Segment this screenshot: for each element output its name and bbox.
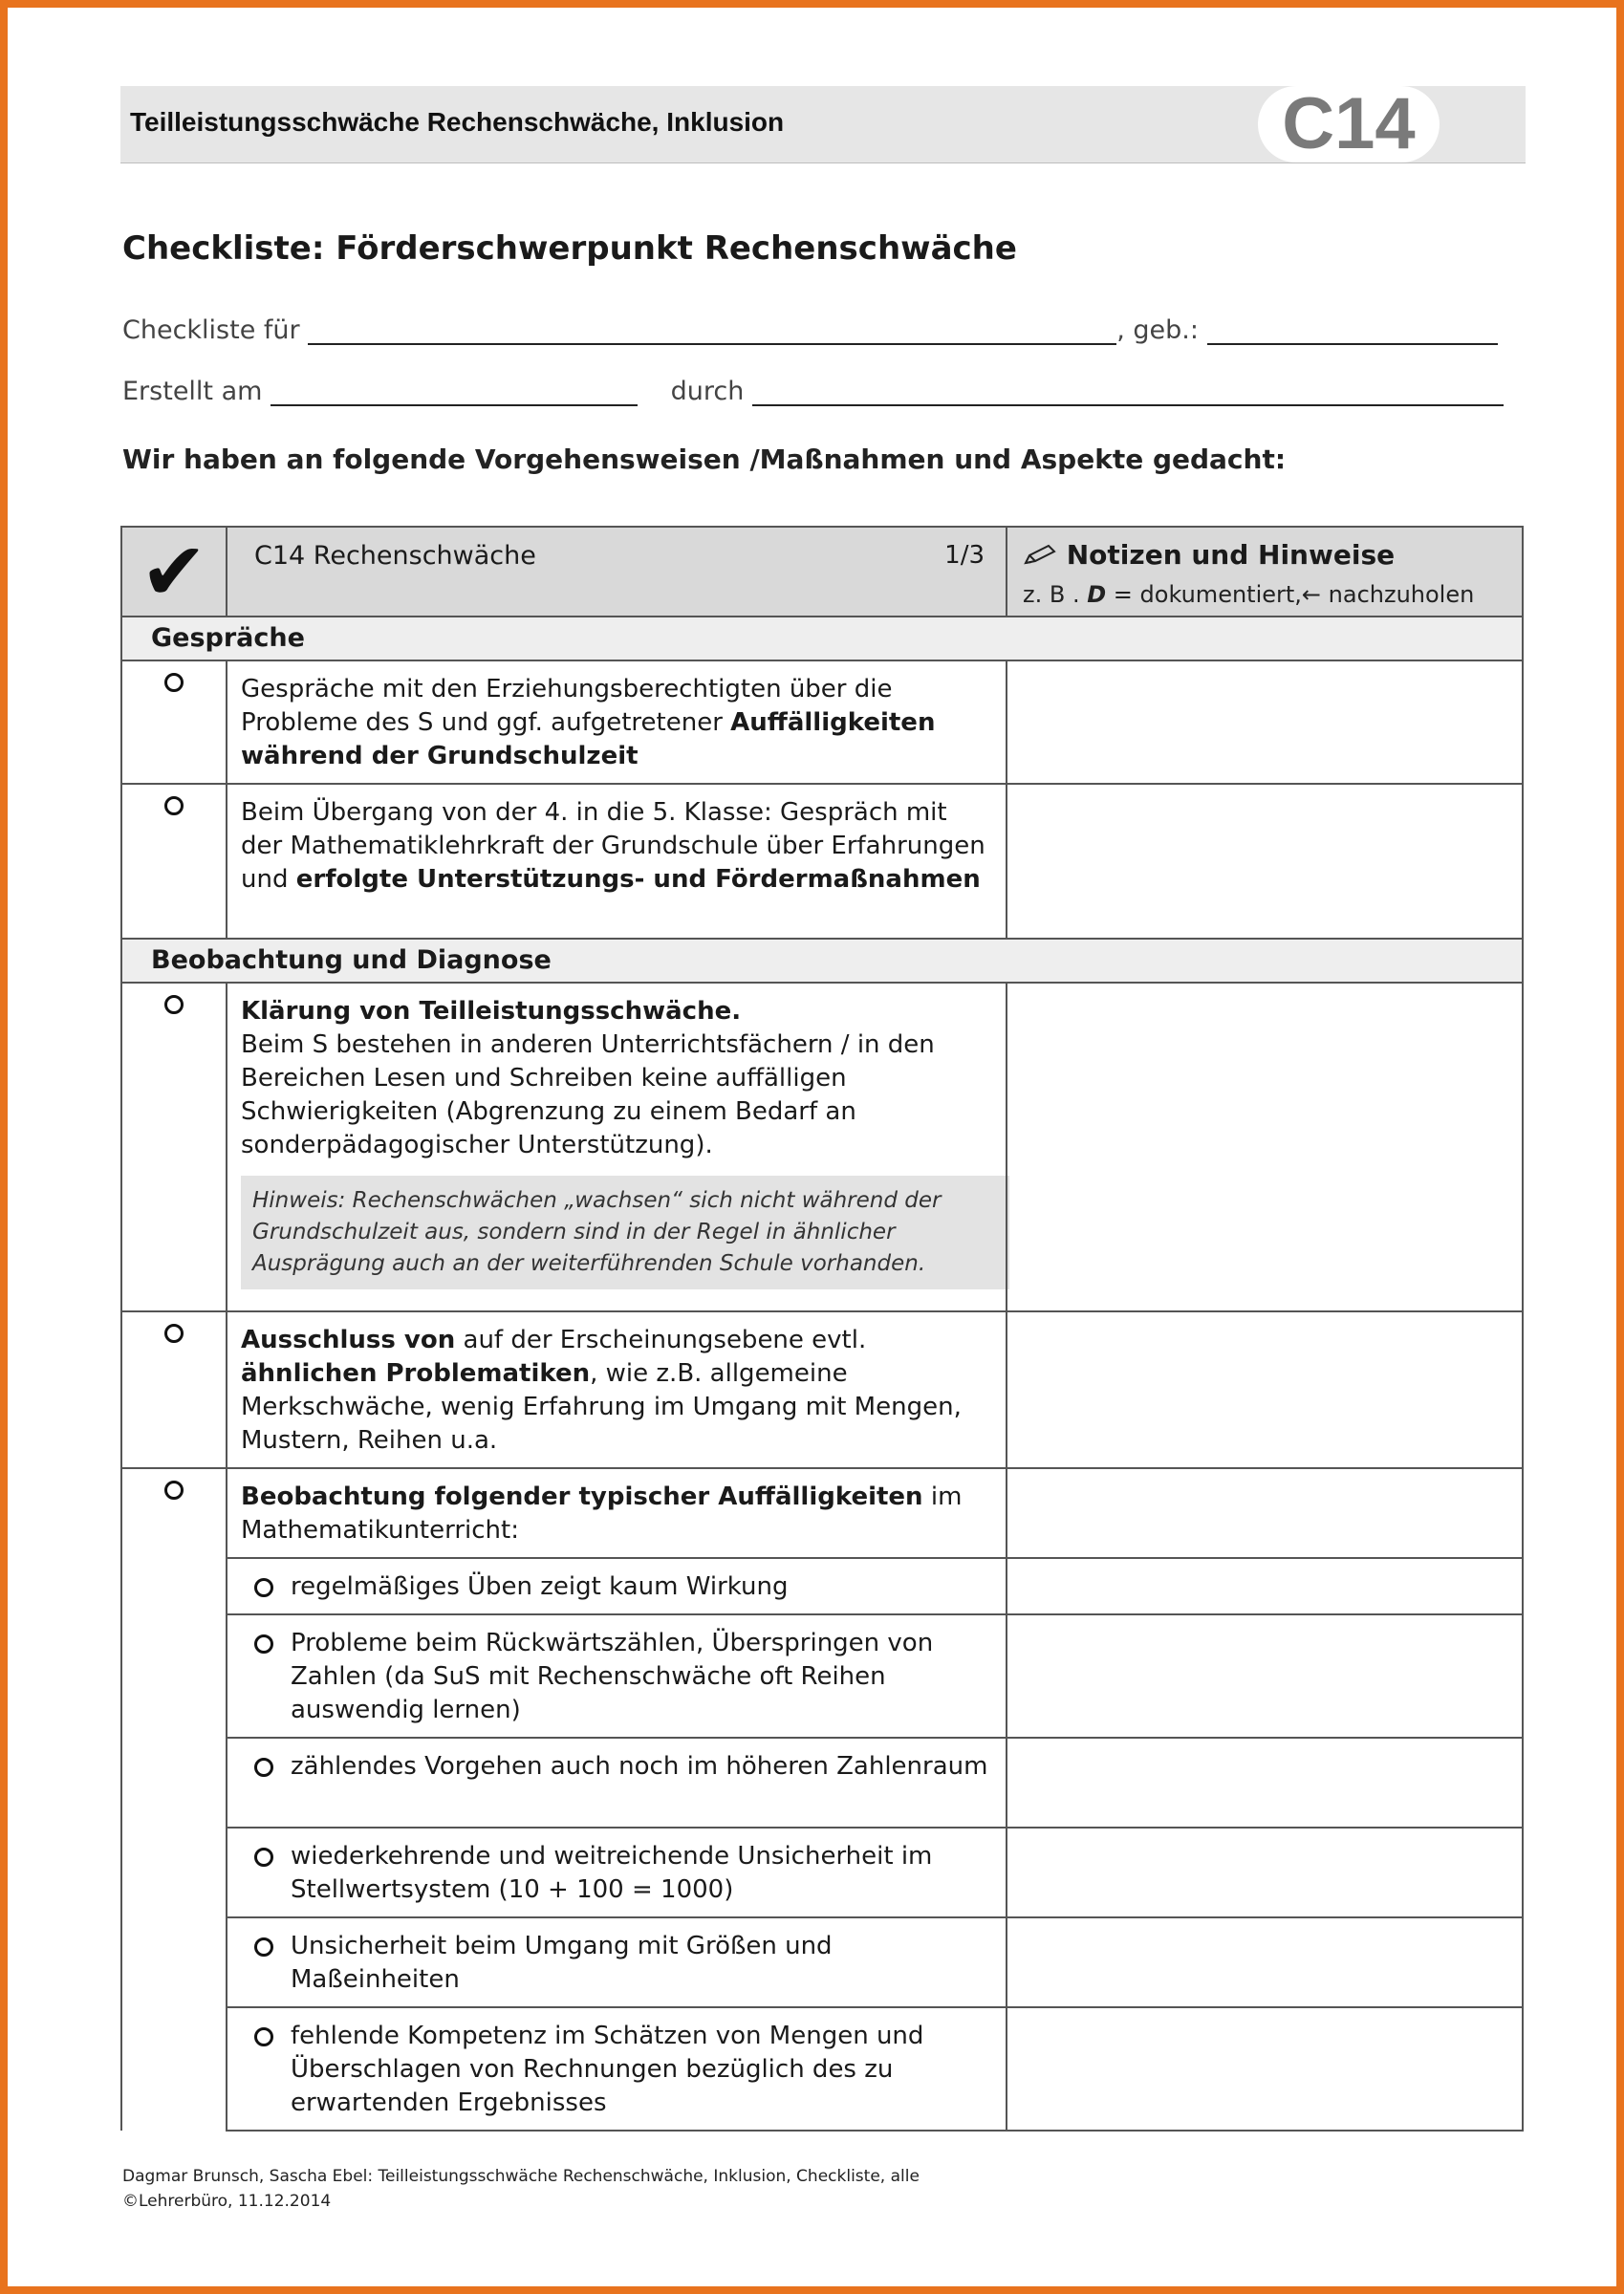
section-row-beobachtung: [121, 939, 1523, 983]
geb-field[interactable]: [1207, 316, 1498, 345]
table-row: [121, 983, 1523, 1311]
checkbox-circle-icon[interactable]: [164, 1324, 184, 1343]
sub-item-row: [121, 1558, 1523, 1614]
notes-legend: [1023, 581, 1474, 608]
sub-item-text: wiederkehrende und weitreichende Unsicherheit im Stellwertsystem (10 + 100 = 1000): [291, 1842, 933, 1904]
sub-item-row: [121, 1614, 1523, 1738]
checkbox-circle-icon[interactable]: [254, 1634, 273, 1654]
notes-cell[interactable]: [1007, 1738, 1523, 1828]
table-row: [121, 1468, 1523, 1558]
checkbox-circle-icon[interactable]: [254, 1848, 273, 1867]
hint-box: Hinweis: Rechenschwächen „wachsen“ sich nicht während der Grundschulzeit aus, sondern sind in der Regel in ähnlicher Ausprägung auch an der weiterführenden Schule vorhanden.: [241, 1176, 1009, 1289]
sub-item-row: [121, 1917, 1523, 2007]
page-indicator: 1/3: [944, 541, 985, 570]
form-row-erstellt: [122, 377, 1504, 406]
footer: [122, 2164, 920, 2214]
item-text: Gespräche mit den Erziehungsberechtigten über die Probleme des S und ggf. aufgetretener Auffälligkeiten während der Grundschulzeit: [227, 660, 1007, 784]
section-row-gespraeche: [121, 617, 1523, 660]
notes-cell[interactable]: [1007, 660, 1523, 784]
durch-label: durch: [670, 377, 745, 406]
notes-cell[interactable]: [1007, 1917, 1523, 2007]
checkbox-circle-icon[interactable]: [254, 2027, 273, 2046]
sub-item-row: [121, 1828, 1523, 1917]
checkbox-circle-icon[interactable]: [254, 1937, 273, 1957]
checkliste-fuer-label: Checkliste für: [122, 315, 300, 345]
notes-cell[interactable]: [1007, 1558, 1523, 1614]
page-title: Checkliste: Förderschwerpunkt Rechenschwäche: [122, 229, 1017, 268]
sub-item-row: [121, 1738, 1523, 1828]
notes-title-label: Notizen und Hinweise: [1066, 539, 1396, 571]
sub-item-text: regelmäßiges Üben zeigt kaum Wirkung: [291, 1572, 789, 1601]
sub-item-text: Probleme beim Rückwärtszählen, Überspringen von Zahlen (da SuS mit Rechenschwäche oft Reihen auswendig lernen): [291, 1629, 934, 1724]
table-row: [121, 784, 1523, 939]
notes-title: [1023, 539, 1395, 571]
notes-header-cell: [1007, 527, 1523, 617]
checkbox-circle-icon[interactable]: [254, 1578, 273, 1597]
notes-cell[interactable]: [1007, 1614, 1523, 1738]
sub-item-row: [121, 2007, 1523, 2131]
section-label: Beobachtung und Diagnose: [151, 945, 552, 975]
notes-legend-d: D: [1087, 581, 1107, 608]
topic-header-label: C14 Rechenschwäche: [254, 541, 536, 571]
table-row: [121, 1311, 1523, 1468]
checkbox-circle-icon[interactable]: [164, 995, 184, 1014]
checkbox-circle-icon[interactable]: [254, 1758, 273, 1777]
notes-cell[interactable]: [1007, 1468, 1523, 1558]
code-badge: C14: [1258, 86, 1440, 162]
item-text: Ausschluss von auf der Erscheinungsebene evtl. ähnlichen Problematiken, wie z.B. allgemeine Merkschwäche, wenig Erfahrung im Umgang mit Mengen, Mustern, Reihen u.a.: [227, 1311, 1007, 1468]
erstellt-am-label: Erstellt am: [122, 377, 263, 406]
table-row: [121, 660, 1523, 784]
checkbox-circle-icon[interactable]: [164, 673, 184, 692]
geb-label: , geb.:: [1116, 315, 1199, 345]
notes-cell[interactable]: [1007, 1311, 1523, 1468]
item-text: Beim Übergang von der 4. in die 5. Klasse: Gespräch mit der Mathematiklehrkraft der Grundschule über Erfahrungen und erfolgte Unterstützungs- und Fördermaßnahmen: [227, 784, 1007, 939]
notes-legend-prefix: z. B .: [1023, 581, 1080, 608]
sub-item-text: zählendes Vorgehen auch noch im höheren Zahlenraum: [291, 1752, 988, 1781]
lead-text: Wir haben an folgende Vorgehensweisen /Maßnahmen und Aspekte gedacht:: [122, 444, 1287, 475]
header-title: Teilleistungsschwäche Rechenschwäche, Inklusion: [130, 107, 785, 137]
checkmark-icon: ✔: [140, 525, 208, 618]
notes-cell[interactable]: [1007, 2007, 1523, 2131]
notes-cell[interactable]: [1007, 983, 1523, 1311]
sub-item-text: fehlende Kompetenz im Schätzen von Mengen und Überschlagen von Rechnungen bezüglich des zu erwartenden Ergebnisses: [291, 2022, 924, 2117]
footer-copyright: ©Lehrerbüro, 11.12.2014: [122, 2192, 332, 2211]
sub-item-text: Unsicherheit beim Umgang mit Größen und Maßeinheiten: [291, 1932, 833, 1994]
topic-header-cell: [227, 527, 1007, 617]
notes-cell[interactable]: [1007, 1828, 1523, 1917]
notes-legend-rest: = dokumentiert,← nachzuholen: [1113, 581, 1475, 608]
header-band: [120, 83, 1526, 164]
footer-citation: Dagmar Brunsch, Sascha Ebel: Teilleistungsschwäche Rechenschwäche, Inklusion, Checkliste, alle: [122, 2167, 920, 2186]
checkbox-circle-icon[interactable]: [164, 796, 184, 815]
item-text: Beobachtung folgender typischer Auffälligkeiten im Mathematikunterricht:: [227, 1468, 1007, 1558]
pencil-icon: [1023, 544, 1057, 567]
notes-cell[interactable]: [1007, 784, 1523, 939]
check-header-cell: [121, 527, 227, 617]
table-header-row: [121, 527, 1523, 617]
checklist-table: [120, 526, 1524, 2132]
checkliste-fuer-field[interactable]: [308, 316, 1116, 345]
form-row-checkliste: [122, 315, 1498, 345]
checkbox-circle-icon[interactable]: [164, 1481, 184, 1500]
section-label: Gespräche: [151, 623, 305, 653]
item-text: Klärung von Teilleistungsschwäche. Beim S bestehen in anderen Unterrichtsfächern / in den Bereichen Lesen und Schreiben keine auffälligen Schwierigkeiten (Abgrenzung zu einem Bedarf an sonderpädagogischer Unterstützung). Hinweis: Rechenschwächen „wachsen“ sich nicht während der Grundschulzeit aus, sondern sind in der Regel in ähnlicher Ausprägung auch an der weiterführenden Schule vorhanden.: [227, 983, 1007, 1311]
erstellt-am-field[interactable]: [271, 378, 638, 406]
durch-field[interactable]: [752, 378, 1504, 406]
